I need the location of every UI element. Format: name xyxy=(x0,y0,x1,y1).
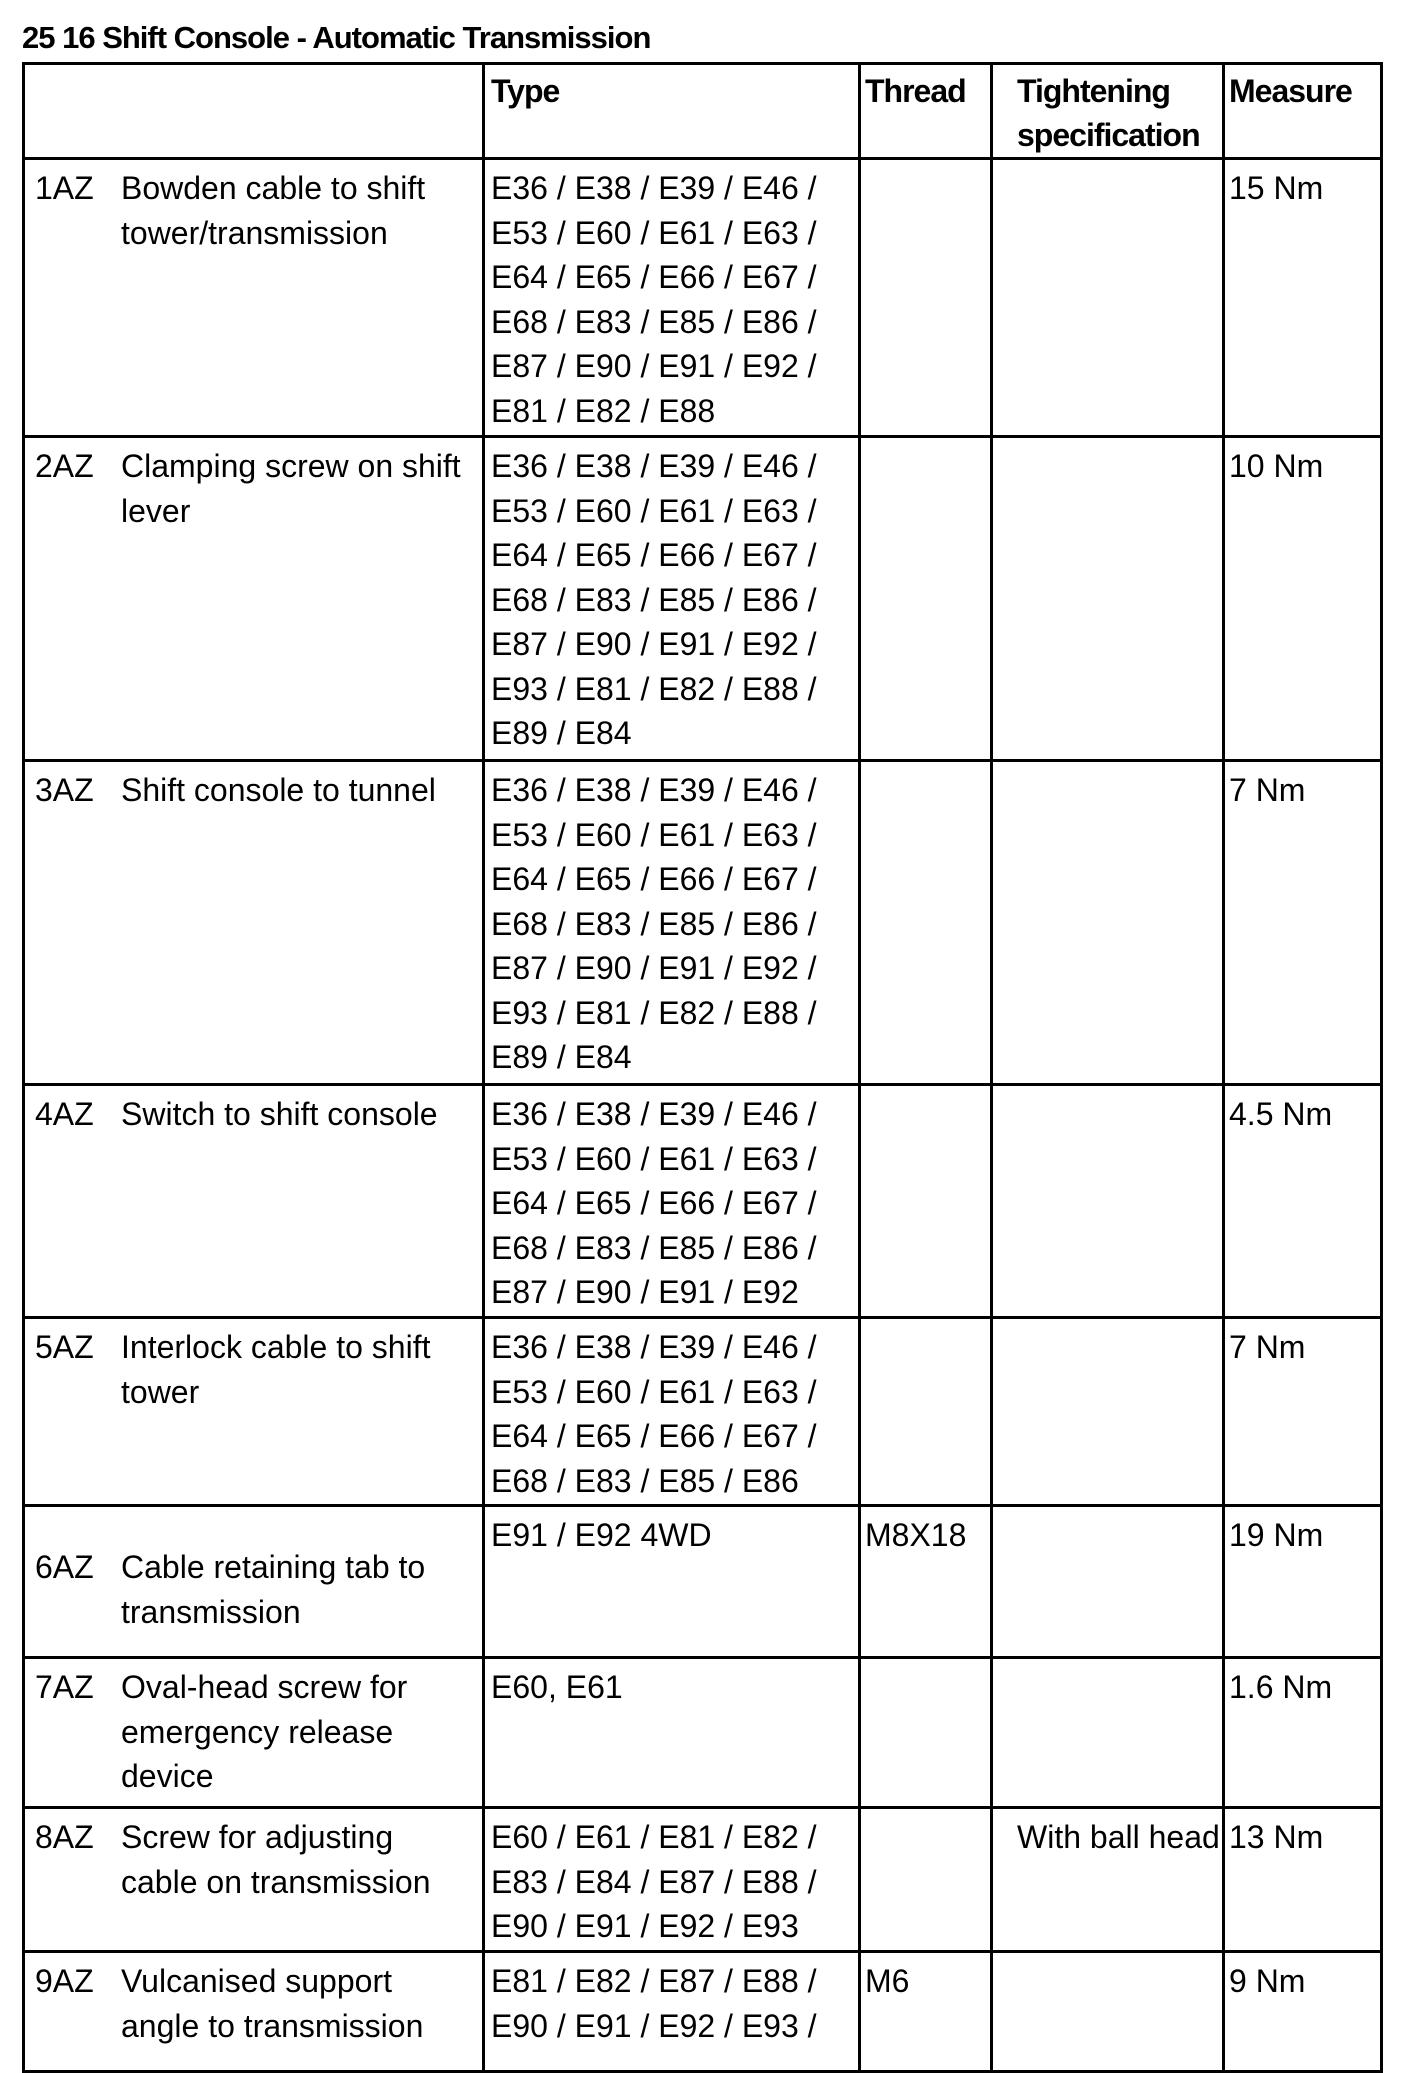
type-cell xyxy=(484,1506,860,1658)
type-line: E89 / E84 xyxy=(491,1039,632,1075)
part-cell xyxy=(24,1952,484,2072)
tightening-cell xyxy=(992,1085,1224,1318)
type-line: E36 / E38 / E39 / E46 / xyxy=(491,1096,817,1132)
tightening-cell xyxy=(992,437,1224,761)
header-measure: Measure xyxy=(1224,64,1382,159)
thread-cell xyxy=(860,159,992,437)
table-row xyxy=(24,761,1382,1085)
measure-cell: 10 Nm xyxy=(1224,437,1382,761)
type-line: E64 / E65 / E66 / E67 / xyxy=(491,861,817,897)
type-line: E87 / E90 / E91 / E92 / xyxy=(491,950,817,986)
thread-cell xyxy=(860,1658,992,1808)
type-line: E36 / E38 / E39 / E46 / xyxy=(491,1329,817,1365)
tightening-cell xyxy=(992,761,1224,1085)
table-row xyxy=(24,159,1382,437)
header-tightening: Tightening specification xyxy=(992,64,1224,159)
thread-cell xyxy=(860,1318,992,1506)
tightening-cell xyxy=(992,1658,1224,1808)
type-line: E87 / E90 / E91 / E92 / xyxy=(491,626,817,662)
type-line: E64 / E65 / E66 / E67 / xyxy=(491,537,817,573)
type-line: E64 / E65 / E66 / E67 / xyxy=(491,259,817,295)
type-line: E53 / E60 / E61 / E63 / xyxy=(491,492,817,529)
part-cell xyxy=(24,159,484,437)
type-cell xyxy=(484,1808,860,1952)
part-description: Oval-head screw for emergency release device xyxy=(121,1669,408,1794)
part-code: 2AZ xyxy=(35,448,94,484)
part-code: 8AZ xyxy=(35,1819,94,1855)
measure-cell: 19 Nm xyxy=(1224,1506,1382,1658)
type-cell xyxy=(484,1085,860,1318)
table-row xyxy=(24,1658,1382,1808)
part-code: 4AZ xyxy=(35,1096,94,1132)
type-line: E81 / E82 / E87 / E88 / xyxy=(491,1963,817,1999)
type-line: E60 / E61 / E81 / E82 / xyxy=(491,1819,817,1855)
part-cell xyxy=(24,1085,484,1318)
type-line: E60, E61 xyxy=(491,1669,623,1705)
type-line: E87 / E90 / E91 / E92 xyxy=(491,1274,799,1310)
header-blank xyxy=(24,64,484,159)
thread-cell xyxy=(860,437,992,761)
type-line: E68 / E83 / E85 / E86 / xyxy=(491,303,817,340)
type-line: E53 / E60 / E61 / E63 / xyxy=(491,1373,817,1410)
part-cell xyxy=(24,1506,484,1658)
part-code: 1AZ xyxy=(35,170,94,206)
torque-spec-table xyxy=(22,62,1383,2073)
header-thread: Thread xyxy=(860,64,992,159)
type-line: E68 / E83 / E85 / E86 / xyxy=(491,1229,817,1266)
measure-cell: 15 Nm xyxy=(1224,159,1382,437)
part-cell xyxy=(24,1318,484,1506)
part-description: Cable retaining tab to transmission xyxy=(121,1549,426,1630)
type-cell xyxy=(484,437,860,761)
part-description: Shift console to tunnel xyxy=(121,772,436,808)
part-description: Switch to shift console xyxy=(121,1096,438,1132)
table-row xyxy=(24,1318,1382,1506)
type-line: E87 / E90 / E91 / E92 / xyxy=(491,348,817,384)
part-code: 7AZ xyxy=(35,1669,94,1705)
table-body xyxy=(24,159,1382,2072)
part-code: 3AZ xyxy=(35,772,94,808)
type-line: E68 / E83 / E85 / E86 xyxy=(491,1462,799,1499)
part-code: 9AZ xyxy=(35,1963,94,1999)
page-title: 25 16 Shift Console - Automatic Transmission xyxy=(22,20,651,55)
type-cell xyxy=(484,159,860,437)
table-row xyxy=(24,1085,1382,1318)
measure-cell: 4.5 Nm xyxy=(1224,1085,1382,1318)
part-cell xyxy=(24,1658,484,1808)
tightening-cell xyxy=(992,1952,1224,2072)
part-cell xyxy=(24,437,484,761)
type-line: E81 / E82 / E88 xyxy=(491,392,716,429)
type-line: E53 / E60 / E61 / E63 / xyxy=(491,214,817,251)
part-description: Bowden cable to shift tower/transmission xyxy=(121,170,426,251)
part-code: 5AZ xyxy=(35,1329,94,1365)
type-cell xyxy=(484,761,860,1085)
thread-cell xyxy=(860,1808,992,1952)
measure-cell: 1.6 Nm xyxy=(1224,1658,1382,1808)
table-row xyxy=(24,1952,1382,2072)
type-line: E64 / E65 / E66 / E67 / xyxy=(491,1185,817,1221)
type-line: E53 / E60 / E61 / E63 / xyxy=(491,816,817,853)
type-line: E90 / E91 / E92 / E93 / xyxy=(491,2007,817,2044)
type-line: E68 / E83 / E85 / E86 / xyxy=(491,905,817,942)
table-row xyxy=(24,437,1382,761)
type-line: E83 / E84 / E87 / E88 / xyxy=(491,1863,817,1900)
table-header-row xyxy=(24,64,1382,159)
measure-cell: 13 Nm xyxy=(1224,1808,1382,1952)
measure-cell: 7 Nm xyxy=(1224,1318,1382,1506)
type-line: E53 / E60 / E61 / E63 / xyxy=(491,1140,817,1177)
type-line: E68 / E83 / E85 / E86 / xyxy=(491,581,817,618)
type-line: E93 / E81 / E82 / E88 / xyxy=(491,670,817,707)
table-row xyxy=(24,1808,1382,1952)
type-line: E36 / E38 / E39 / E46 / xyxy=(491,448,817,484)
type-line: E91 / E92 4WD xyxy=(491,1517,712,1553)
measure-cell: 9 Nm xyxy=(1224,1952,1382,2072)
part-description: Vulcanised support angle to transmission xyxy=(121,1963,424,2044)
part-description: Clamping screw on shift lever xyxy=(121,448,461,529)
type-line: E64 / E65 / E66 / E67 / xyxy=(491,1418,817,1454)
type-line: E36 / E38 / E39 / E46 / xyxy=(491,772,817,808)
part-description: Interlock cable to shift tower xyxy=(121,1329,431,1410)
thread-cell xyxy=(860,761,992,1085)
part-cell xyxy=(24,1808,484,1952)
tightening-cell xyxy=(992,1318,1224,1506)
measure-cell: 7 Nm xyxy=(1224,761,1382,1085)
thread-cell: M6 xyxy=(860,1952,992,2072)
table-row xyxy=(24,1506,1382,1658)
type-cell xyxy=(484,1952,860,2072)
type-line: E89 / E84 xyxy=(491,715,632,751)
type-cell xyxy=(484,1318,860,1506)
header-type: Type xyxy=(484,64,860,159)
part-code: 6AZ xyxy=(35,1549,94,1585)
tightening-cell: With ball head xyxy=(992,1808,1224,1952)
thread-cell: M8X18 xyxy=(860,1506,992,1658)
part-description: Screw for adjusting cable on transmission xyxy=(121,1819,431,1900)
type-cell xyxy=(484,1658,860,1808)
type-line: E93 / E81 / E82 / E88 / xyxy=(491,994,817,1031)
tightening-cell xyxy=(992,1506,1224,1658)
part-cell xyxy=(24,761,484,1085)
type-line: E36 / E38 / E39 / E46 / xyxy=(491,170,817,206)
tightening-cell xyxy=(992,159,1224,437)
thread-cell xyxy=(860,1085,992,1318)
type-line: E90 / E91 / E92 / E93 xyxy=(491,1908,799,1944)
